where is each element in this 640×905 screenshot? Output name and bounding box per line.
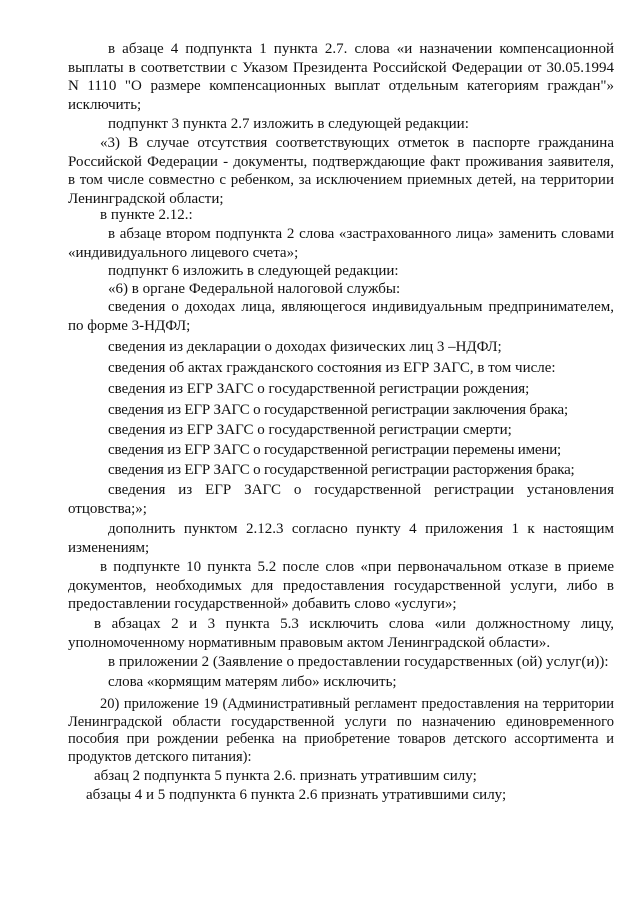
paragraph-17: дополнить пунктом 2.12.3 согласно пункту 4 приложения 1 к настоящим изменениям;: [68, 521, 614, 556]
paragraph-20: в приложении 2 (Заявление о предоставлении государственных (ой) услуг(и)):: [108, 654, 609, 670]
paragraph-21: слова «кормящим матерям либо» исключить;: [108, 674, 397, 690]
paragraph-5: в абзаце втором подпункта 2 слова «застрахованного лица» заменить словами «индивидуального лицевого счета»;: [68, 226, 614, 261]
paragraph-22: 20) приложение 19 (Административный регламент предоставления на территории Ленинградской области государственной услуги по назначению единовременного пособия при рождении ребенка на приобретение товаров детского ассортимента и продуктов детского питания):: [68, 696, 614, 765]
paragraph-16: сведения из ЕГР ЗАГС о государственной регистрации установления отцовства;»;: [68, 482, 614, 517]
paragraph-1: в абзаце 4 подпункта 1 пункта 2.7. слова «и назначении компенсационной выплаты в соответствии с Указом Президента Российской Федерации от 30.05.1994 N 1110 "О размере компенсационных выплат отдельным категориям граждан"» исключить;: [68, 41, 614, 113]
paragraph-19: в абзацах 2 и 3 пункта 5.3 исключить слова «или должностному лицу, уполномоченному нормативным правовым актом Ленинградской области».: [68, 616, 614, 651]
paragraph-15: сведения из ЕГР ЗАГС о государственной регистрации расторжения брака;: [108, 462, 575, 478]
paragraph-7: «6) в органе Федеральной налоговой службы:: [108, 281, 401, 297]
paragraph-3: «3) В случае отсутствия соответствующих отметок в паспорте гражданина Российской Федерации - документы, подтверждающие факт проживания заявителя, в том числе совместно с ребенком, за исключением приемных детей, на территории Ленинградской области;: [68, 135, 614, 207]
paragraph-23: абзац 2 подпункта 5 пункта 2.6. признать утратившим силу;: [94, 768, 477, 784]
paragraph-2: подпункт 3 пункта 2.7 изложить в следующей редакции:: [108, 116, 469, 132]
paragraph-24: абзацы 4 и 5 подпункта 6 пункта 2.6 признать утратившими силу;: [86, 787, 507, 803]
paragraph-10: сведения об актах гражданского состояния из ЕГР ЗАГС, в том числе:: [108, 360, 556, 376]
paragraph-9: сведения из декларации о доходах физических лиц 3 –НДФЛ;: [108, 339, 502, 355]
paragraph-12: сведения из ЕГР ЗАГС о государственной регистрации заключения брака;: [108, 402, 568, 418]
paragraph-14: сведения из ЕГР ЗАГС о государственной регистрации перемены имени;: [108, 442, 561, 458]
paragraph-8: сведения о доходах лица, являющегося индивидуальным предпринимателем, по форме 3-НДФЛ;: [68, 299, 614, 334]
paragraph-11: сведения из ЕГР ЗАГС о государственной регистрации рождения;: [108, 381, 530, 397]
paragraph-13: сведения из ЕГР ЗАГС о государственной регистрации смерти;: [108, 422, 512, 438]
paragraph-4: в пункте 2.12.:: [100, 207, 193, 223]
paragraph-18: в подпункте 10 пункта 5.2 после слов «при первоначальном отказе в приеме документов, необходимых для предоставления государственной услуги, либо в предоставлении государственной» добавить слово «услуги»;: [68, 559, 614, 612]
paragraph-6: подпункт 6 изложить в следующей редакции:: [108, 263, 399, 279]
